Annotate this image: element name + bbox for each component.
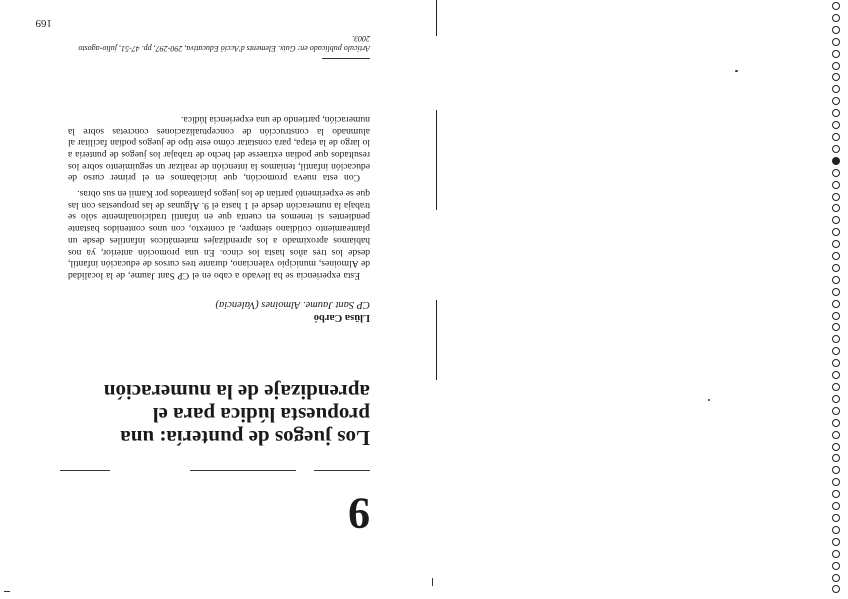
binding-hole [832, 323, 840, 331]
binding-hole [832, 490, 840, 498]
binding-hole [832, 216, 840, 224]
binding-hole [832, 466, 840, 474]
chapter-title: Los juegos de puntería: una propuesta lúdica para el aprendizaje de la numeración [103, 380, 370, 450]
paragraph: Esta experiencia se ha llevado a cabo en el CP Sant Jaume, de la localidad de Almoines, municipio valenciano, durante tres cursos de educación infantil, desde los tres años hasta los cinco. En una promoción anterior, ya nos habíamos aproximado a los aprendizajes matemáticos infantiles desde un planteamiento cotidiano siempre, al contexto, con unos contenidos bastante pendientes si tenemos en cuenta que en infantil tradicionalmente sólo se trabaja la numeración desde el 1 hasta el 9. Algunas de las propuestas con las que se experimentó partían de los juegos planteados por Kamii en sus obras. [68, 188, 370, 281]
binding-hole [832, 359, 840, 367]
scan-speck [735, 70, 738, 72]
binding-hole [832, 371, 840, 379]
binding-hole [832, 300, 840, 308]
body-text [68, 109, 370, 281]
binding-hole [832, 585, 840, 593]
binding-hole [832, 121, 840, 129]
rule-line [314, 470, 370, 471]
gutter-line [436, 0, 437, 36]
binding-hole [832, 562, 840, 570]
binding-hole [832, 454, 840, 462]
rule-line [190, 470, 296, 471]
binding-hole [832, 419, 840, 427]
binding-hole [832, 347, 840, 355]
gutter-line [436, 300, 437, 380]
binding-hole [832, 383, 840, 391]
spiral-binding [830, 2, 842, 594]
binding-hole [832, 157, 840, 165]
binding-hole [832, 38, 840, 46]
binding-hole [832, 109, 840, 117]
binding-hole [832, 276, 840, 284]
gutter-line [436, 110, 437, 210]
binding-hole [832, 395, 840, 403]
scan-speck [4, 591, 10, 592]
binding-hole [832, 478, 840, 486]
scan-speck [432, 578, 433, 586]
binding-hole [832, 181, 840, 189]
binding-hole [832, 538, 840, 546]
binding-hole [832, 169, 840, 177]
binding-hole [832, 193, 840, 201]
binding-hole [832, 145, 840, 153]
binding-hole [832, 574, 840, 582]
paragraph: Con esta nueva promoción, que iniciábamos en el primer curso de educación infantil, teníamos la intención de realizar un seguimiento sobre los resultados que podían extraerse del hecho de trabajar los juegos de puntería a lo largo de la etapa, para constatar cómo este tipo de juegos podían facilitar al alumnado la construcción de conceptualizaciones concretas sobre la numeración, partiendo de una experiencia lúdica. [68, 113, 370, 184]
binding-hole [832, 514, 840, 522]
binding-hole [832, 204, 840, 212]
binding-hole [832, 431, 840, 439]
binding-hole [832, 288, 840, 296]
binding-hole [832, 50, 840, 58]
binding-hole [832, 252, 840, 260]
binding-hole [832, 550, 840, 558]
binding-hole [832, 26, 840, 34]
binding-hole [832, 443, 840, 451]
footnote-source: Artículo publicado en: Guix. Elements d'Acció Educativa, 290-297, pp. 47-51, julio-agosto 2003. [78, 34, 370, 53]
binding-hole [832, 335, 840, 343]
rule-line [60, 470, 110, 471]
binding-hole [832, 73, 840, 81]
author-name: Llüsa Carbó [313, 312, 370, 323]
binding-hole [832, 85, 840, 93]
footnote [68, 33, 370, 53]
scan-speck [708, 399, 710, 401]
binding-hole [832, 14, 840, 22]
binding-hole [832, 133, 840, 141]
binding-hole [832, 407, 840, 415]
binding-hole [832, 228, 840, 236]
author-affiliation: CP Sant Jaume. Almoines (Valencia) [215, 299, 370, 310]
binding-hole [832, 62, 840, 70]
footnote-rule [322, 58, 370, 59]
binding-hole [832, 312, 840, 320]
binding-hole [832, 526, 840, 534]
binding-hole [832, 264, 840, 272]
binding-hole [832, 97, 840, 105]
page-number: 169 [35, 17, 52, 29]
chapter-number: 9 [348, 489, 370, 538]
binding-hole [832, 240, 840, 248]
binding-hole [832, 502, 840, 510]
binding-hole [832, 2, 840, 10]
